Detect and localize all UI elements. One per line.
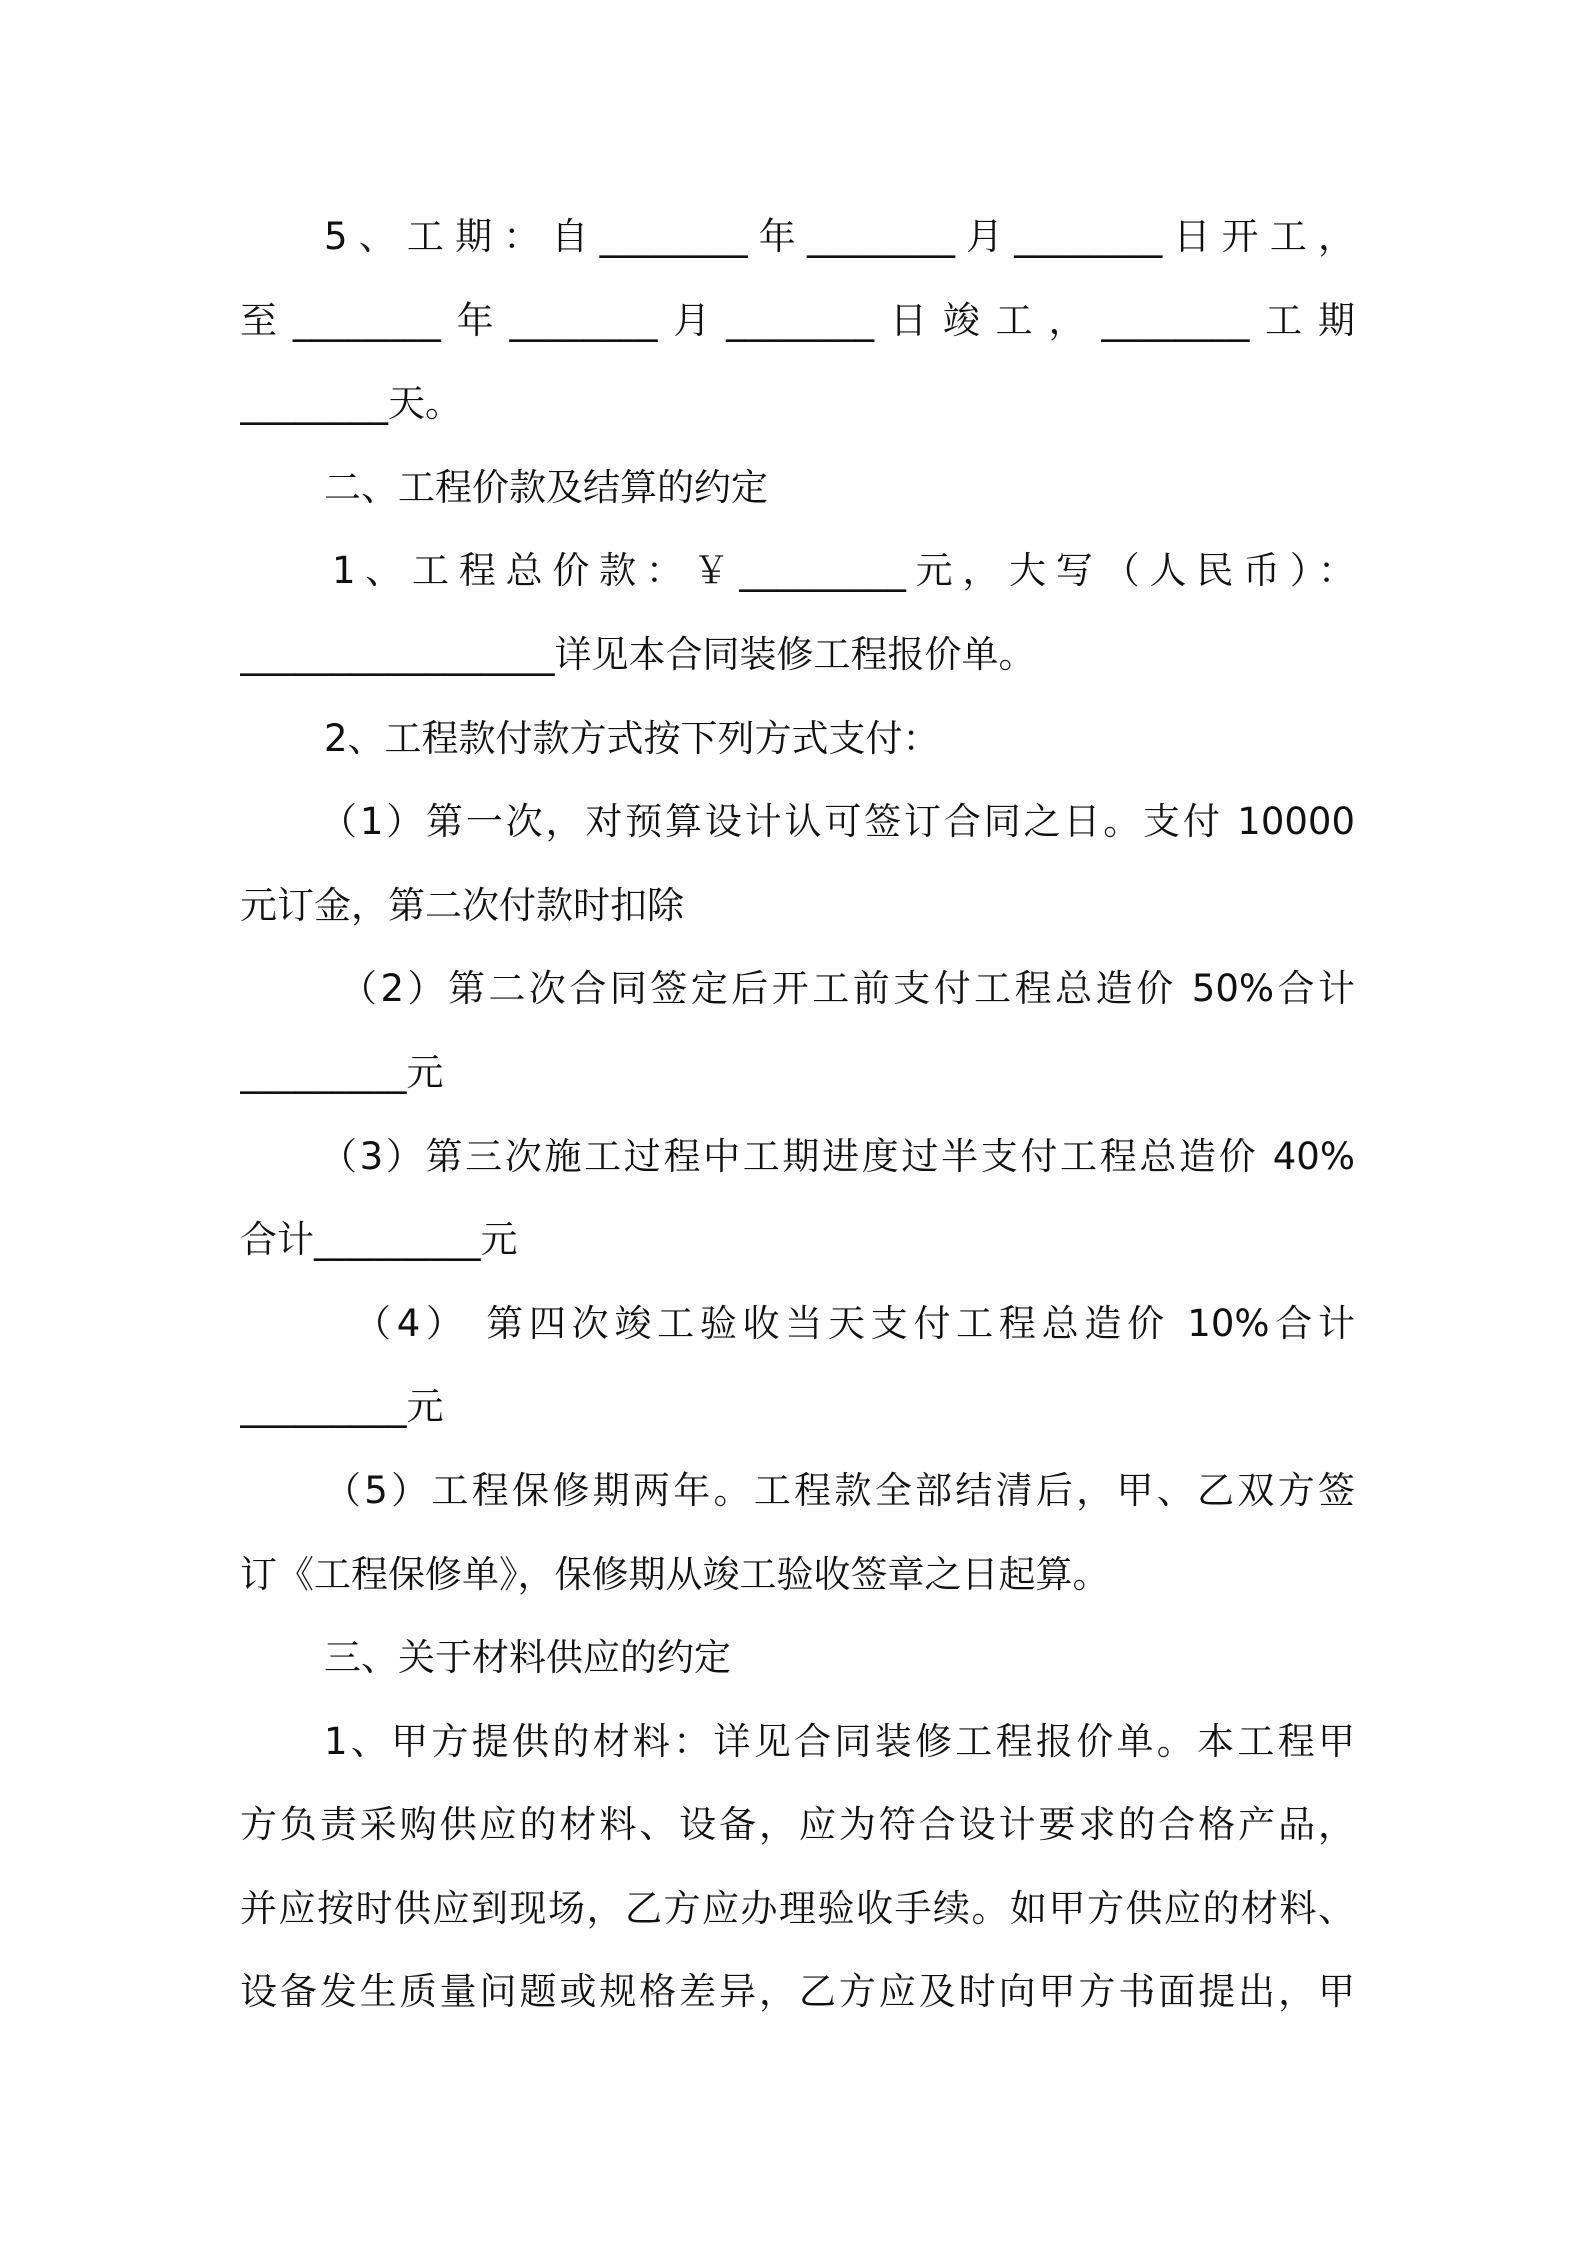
text-line: 2、工程款付款方式按下列方式支付： xyxy=(324,716,940,760)
section-heading: 三、关于材料供应的约定 xyxy=(324,1636,731,1680)
text-line: 1、工程总价款：￥_________元，大写（人民币）： xyxy=(332,549,1355,593)
document-body xyxy=(240,195,1355,2034)
text-line: 1、甲方提供的材料：详见合同装修工程报价单。本工程甲 xyxy=(324,1719,1355,1763)
text-line: 元订金，第二次付款时扣除 xyxy=(240,883,684,927)
text-line: ________天。 xyxy=(240,382,462,426)
text-line: （1）第一次，对预算设计认可签订合同之日。支付 10000 xyxy=(320,800,1355,844)
text-line: （4） 第四次竣工验收当天支付工程总造价 10%合计 xyxy=(354,1301,1355,1345)
text-line: 设备发生质量问题或规格差异，乙方应及时向甲方书面提出，甲 xyxy=(240,1970,1355,2014)
text-line: 并应按时供应到现场，乙方应办理验收手续。如甲方供应的材料、 xyxy=(240,1886,1355,1930)
text-line: （5）工程保修期两年。工程款全部结清后，甲、乙双方签 xyxy=(324,1468,1355,1512)
text-line: _________元 xyxy=(240,1050,444,1094)
text-line: 方负责采购供应的材料、设备，应为符合设计要求的合格产品， xyxy=(240,1803,1355,1847)
text-line: （2）第二次合同签定后开工前支付工程总造价 50%合计 xyxy=(340,967,1355,1011)
text-line: 合计_________元 xyxy=(240,1218,518,1262)
text-line: _________________详见本合同装修工程报价单。 xyxy=(240,632,1036,676)
section-heading: 二、工程价款及结算的约定 xyxy=(324,465,768,509)
text-line: 订《工程保修单》，保修期从竣工验收签章之日起算。 xyxy=(240,1552,1110,1596)
text-line: _________元 xyxy=(240,1385,444,1429)
text-line: 至________年________月________日竣工，________工期 xyxy=(240,298,1355,342)
text-line: （3）第三次施工过程中工期进度过半支付工程总造价 40% xyxy=(320,1134,1355,1178)
text-line: 5、工期：自________年________月________日开工， xyxy=(324,215,1355,258)
